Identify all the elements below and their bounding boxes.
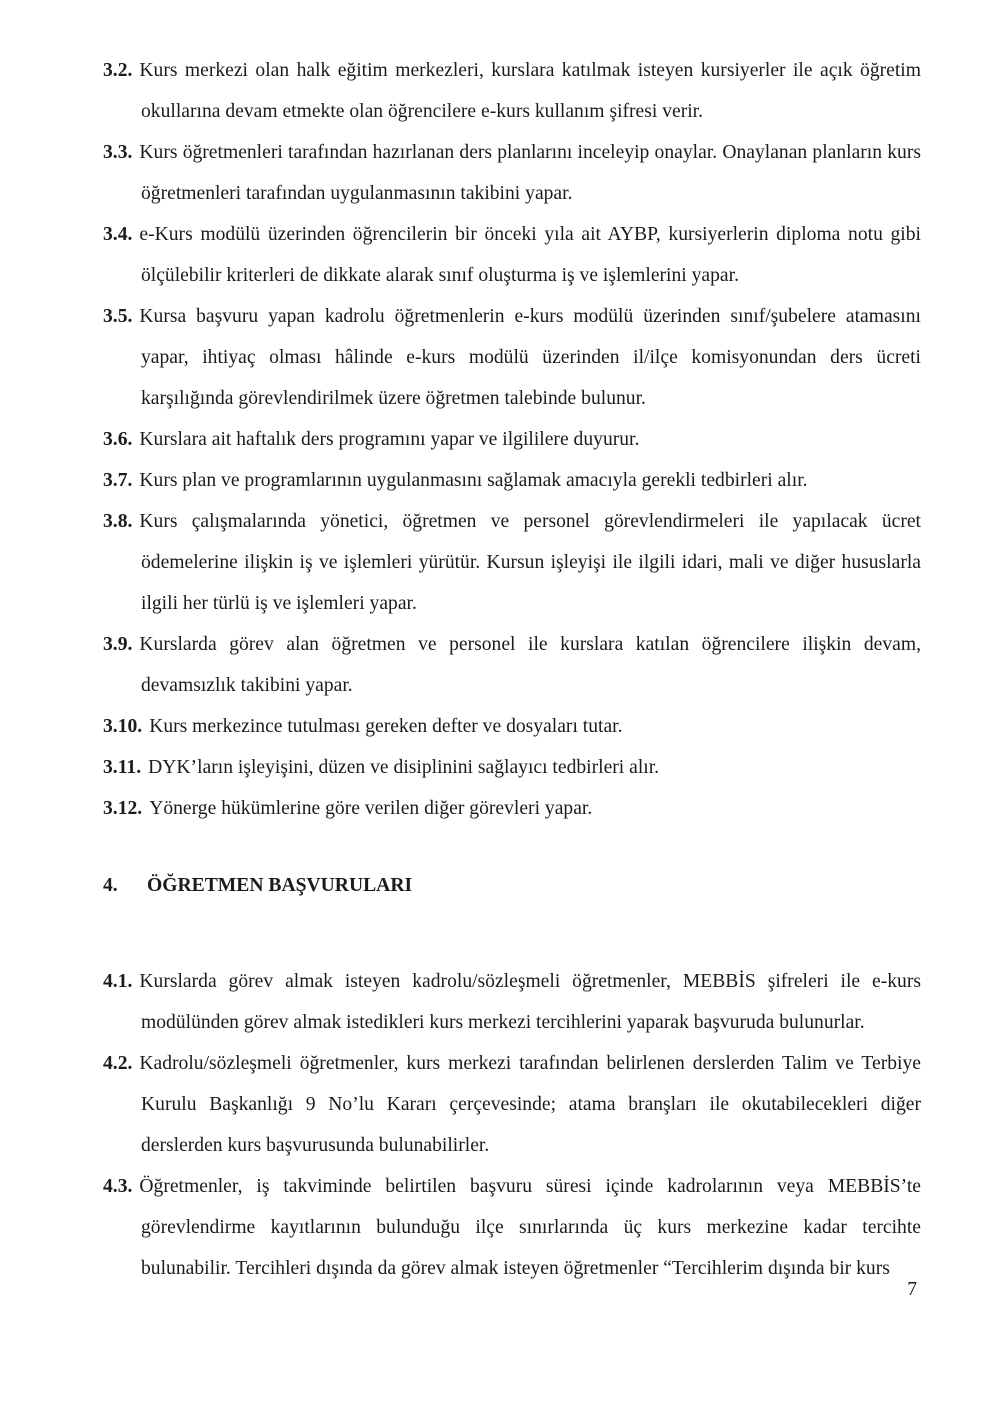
item-text: Kurs çalışmalarında yönetici, öğretmen ve personel görevlendirmeleri ile yapılacak ücret ödemelerine ilişkin iş ve işlemleri yürütür. Kursun işleyişi ile ilgili idari, mali ve diğer hususlarla ilgili her türlü iş ve işlemleri yapar. xyxy=(139,511,921,614)
list-item-3-10 xyxy=(103,706,921,747)
section-heading-number: 4. xyxy=(103,875,118,896)
item-number: 3.4. xyxy=(103,224,133,245)
list-item-3-7 xyxy=(103,460,921,501)
item-number: 3.10. xyxy=(103,716,143,737)
section-heading-text: ÖĞRETMEN BAŞVURULARI xyxy=(147,875,413,896)
item-text: Kurs merkezince tutulması gereken defter ve dosyaları tutar. xyxy=(149,716,623,737)
item-text: Kurslara ait haftalık ders programını yapar ve ilgililere duyurur. xyxy=(139,429,640,450)
list-item-4-2 xyxy=(103,1043,921,1166)
item-text: Kurslarda görev almak isteyen kadrolu/sözleşmeli öğretmenler, MEBBİS şifreleri ile e-kurs modülünden görev almak istedikleri kurs merkezi tercihlerini yaparak başvuruda bulunurlar. xyxy=(139,971,921,1033)
item-text: Kurslarda görev alan öğretmen ve personel ile kurslara katılan öğrencilere ilişkin devam, devamsızlık takibini yapar. xyxy=(139,634,921,696)
item-number: 3.9. xyxy=(103,634,133,655)
item-text: Öğretmenler, iş takviminde belirtilen başvuru süresi içinde kadrolarının veya MEBBİS’te görevlendirme kayıtlarının bulunduğu ilçe sınırlarında üç kurs merkezine kadar tercihte bulunabilir. Tercihleri dışında da görev almak isteyen öğretmenler “Tercihlerim dışında bir kurs xyxy=(139,1176,921,1279)
list-item-3-3 xyxy=(103,132,921,214)
item-text: Kursa başvuru yapan kadrolu öğretmenlerin e-kurs modülü üzerinden sınıf/şubelere atamasını yapar, ihtiyaç olması hâlinde e-kurs modülü üzerinden il/ilçe komisyonundan ders ücreti karşılığında görevlendirilmek üzere öğretmen talebinde bulunur. xyxy=(139,306,921,409)
list-item-3-5 xyxy=(103,296,921,419)
list-item-3-9 xyxy=(103,624,921,706)
item-text: Yönerge hükümlerine göre verilen diğer görevleri yapar. xyxy=(149,798,593,819)
item-text: Kurs plan ve programlarının uygulanmasını sağlamak amacıyla gerekli tedbirleri alır. xyxy=(139,470,808,491)
item-number: 3.7. xyxy=(103,470,133,491)
item-number: 3.5. xyxy=(103,306,133,327)
page-number: 7 xyxy=(907,1279,917,1300)
item-text: Kurs merkezi olan halk eğitim merkezleri, kurslara katılmak isteyen kursiyerler ile açık öğretim okullarına devam etmekte olan öğrencilere e-kurs kullanım şifresi verir. xyxy=(139,60,921,122)
item-number: 3.6. xyxy=(103,429,133,450)
document-body xyxy=(103,50,921,1289)
item-text: Kurs öğretmenleri tarafından hazırlanan ders planlarını inceleyip onaylar. Onaylanan planların kurs öğretmenleri tarafından uygulanmasının takibini yapar. xyxy=(139,142,921,204)
list-item-3-2 xyxy=(103,50,921,132)
list-item-3-6 xyxy=(103,419,921,460)
list-item-3-12 xyxy=(103,788,921,829)
list-item-3-8 xyxy=(103,501,921,624)
item-number: 3.2. xyxy=(103,60,133,81)
item-number: 3.12. xyxy=(103,798,143,819)
item-text: e-Kurs modülü üzerinden öğrencilerin bir önceki yıla ait AYBP, kursiyerlerin diploma notu gibi ölçülebilir kriterleri de dikkate alarak sınıf oluşturma iş ve işlemlerini yapar. xyxy=(139,224,921,286)
item-number: 3.3. xyxy=(103,142,133,163)
list-item-3-4 xyxy=(103,214,921,296)
item-number: 4.3. xyxy=(103,1176,133,1197)
list-item-4-1 xyxy=(103,961,921,1043)
list-item-3-11 xyxy=(103,747,921,788)
item-text: DYK’ların işleyişini, düzen ve disiplinini sağlayıcı tedbirleri alır. xyxy=(148,757,660,778)
section-heading xyxy=(103,865,921,906)
list-item-4-3 xyxy=(103,1166,921,1289)
item-number: 3.8. xyxy=(103,511,133,532)
item-number: 4.1. xyxy=(103,971,133,992)
item-number: 3.11. xyxy=(103,757,142,778)
item-number: 4.2. xyxy=(103,1053,133,1074)
item-text: Kadrolu/sözleşmeli öğretmenler, kurs merkezi tarafından belirlenen derslerden Talim ve Terbiye Kurulu Başkanlığı 9 No’lu Kararı çerçevesinde; atama branşları ile okutabilecekleri diğer derslerden kurs başvurusunda bulunabilirler. xyxy=(139,1053,921,1156)
